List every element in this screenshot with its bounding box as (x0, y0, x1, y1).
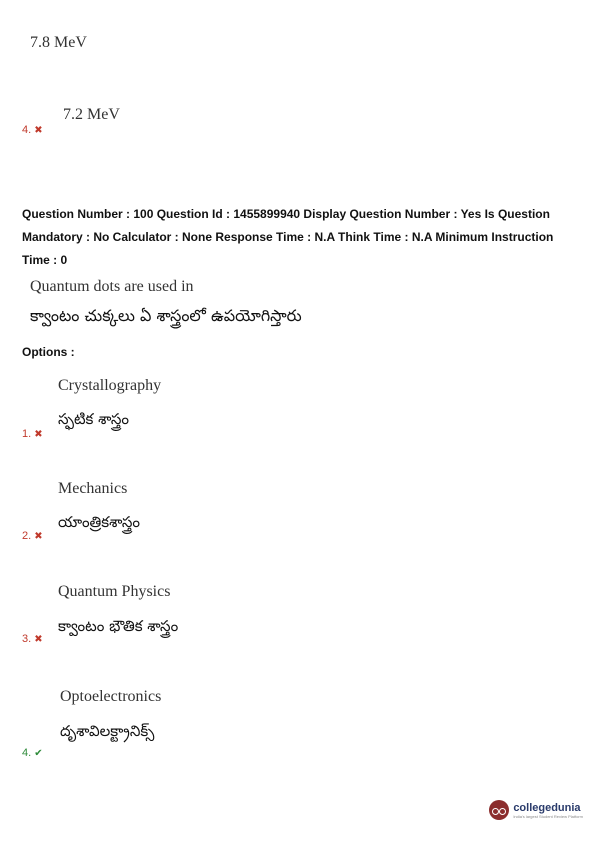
option-1-text-te: స్ఫటిక శాస్త్రం (58, 410, 130, 428)
collegedunia-logo[interactable] (489, 800, 583, 820)
options-label: Options : (22, 345, 75, 359)
cross-icon: ✖ (34, 530, 43, 542)
option-1-number: 1. ✖ (22, 428, 43, 440)
option-2-number: 2. ✖ (22, 530, 43, 542)
option-2-text-te: యాంత్రికశాస్త్రం (58, 513, 141, 531)
option-2-text-en: Mechanics (58, 480, 128, 497)
logo-name: collegedunia (513, 801, 581, 814)
prev-option-4-text: 7.2 MeV (63, 106, 120, 123)
cross-icon: ✖ (34, 633, 43, 645)
option-1-text-en: Crystallography (58, 377, 162, 394)
cross-icon: ✖ (34, 428, 43, 440)
question-text-en: Quantum dots are used in (30, 278, 194, 295)
option-4-text-te: దృశావిలక్ట్రానిక్స్ (60, 722, 155, 740)
prev-option-4-number: 4. ✖ (22, 124, 43, 136)
option-3-text-en: Quantum Physics (58, 583, 171, 600)
check-icon: ✔ (34, 747, 43, 759)
logo-tagline: India's largest Student Review Platform (513, 813, 583, 819)
option-4-text-en: Optoelectronics (60, 688, 162, 705)
option-3-text-te: క్వాంటం భౌతిక శాస్త్రం (58, 617, 179, 635)
prev-option-3-text: 7.8 MeV (30, 34, 87, 51)
cross-icon: ✖ (34, 124, 43, 136)
student-mascot-icon (489, 800, 509, 820)
option-4-number: 4. ✔ (22, 747, 43, 759)
option-3-number: 3. ✖ (22, 633, 43, 645)
question-text-te: క్వాంటం చుక్కలు ఏ శాస్త్రంలో ఉపయోగిస్తారు (30, 306, 302, 325)
question-meta: Question Number : 100 Question Id : 1455899940 Display Question Number : Yes Is Question Mandatory : No Calculator : None Response Time : N.A Think Time : N.A Minimum Instruction Time : 0 (22, 207, 554, 267)
